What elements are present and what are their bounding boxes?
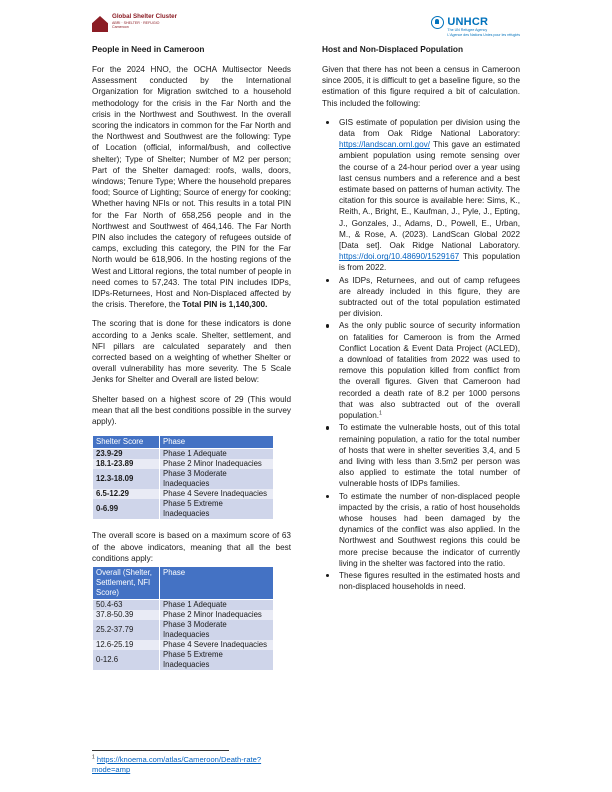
table-row — [93, 620, 274, 640]
phase-label: Phase 5 Extreme Inadequacies — [160, 499, 274, 519]
landscan-description: This gave an estimated ambient population using remote sensing over the course of a 24-hour period over a year using last census numbers and a reference and a best estimate based on patterns of human activity. The citation for this source is available here: Sims, K., Reith, A., Bright, E., Kaufman, J., Pyle, J., Epting, J., Gonzales, J., Adams, D., Powell, E., Urban, M., & Rose, A. (2023). LandScan Global 2022 [Data set]. Oak Ridge National Laboratory. — [339, 140, 520, 251]
landscan-year-note: This population is from 2022. — [339, 252, 520, 273]
global-shelter-cluster-logo — [92, 14, 177, 32]
host-population-intro: Given that there has not been a census in Cameroon since 2005, it is difficult to get a baseline figure, so the estimation of this figure required a bit of calculation. This included the following: — [322, 65, 520, 108]
list-item: To estimate the vulnerable hosts, out of this total remaining population, a ratio for the total number of hosts that were in shelter severities 3,4, and 5 and living with less than 3.5m2 per person was also applied to estimate the total number of vulnerable hosts of IDPs families. — [339, 423, 520, 489]
phase-label: Phase 1 Adequate — [160, 449, 274, 460]
shelter-score-intro: Shelter based on a highest score of 29 (This would mean that all the best conditions possible in the survey apply). — [92, 394, 291, 427]
list-item: As IDPs, Returnees, and out of camp refugees are already included in this figure, they are subtracted out of the total population estimated per division. — [339, 275, 520, 319]
footnote-number: 1 — [92, 754, 95, 761]
unhcr-logo — [431, 16, 520, 37]
phase-label: Phase 4 Severe Inadequacies — [160, 640, 274, 650]
phase-label: Phase 5 Extreme Inadequacies — [160, 650, 274, 670]
unhcr-wordmark: UNHCR — [447, 16, 489, 28]
house-icon — [92, 16, 108, 32]
page-header — [92, 14, 520, 42]
phase-label: Phase 1 Adequate — [160, 599, 274, 610]
table-row — [93, 610, 274, 620]
table-row — [93, 469, 274, 489]
left-column — [92, 44, 291, 681]
pin-methodology-text: For the 2024 HNO, the OCHA Multisector Needs Assessment conducted by the International Organization for Migration switched to a household methodology for the crisis in the Far North and the crisis in the Northwest and Southwest. In the overall scoring the indicators in common for the Far North and the Northwest and Southwest are the following: Type of Location (official, informal/bush, and collective shelter); Type of Shelter; Number of M2 per person; Part of the Shelter damaged: roofs, walls, doors, windows; Tenure Type; Where the household prepares food; Source of Lighting; Source of energy for cooking; Whether having NFIs or not. This results in a total PIN for the Far North of 658,256 people and in the Northwest and Southwest of 464,146. The Far North PIN also includes the category of refugees outside of camps, excluding this category, the PIN for the Far North would be 618,906. In the hosting regions of the West and Littoral regions, the total number of people in need comes to 57,243. The total PIN includes IDPs, IDPs-Returnees, Host and Non-Displaced affected by the crisis. Therefore, the — [92, 65, 291, 310]
table-row — [93, 640, 274, 650]
column-header-phase: Phase — [160, 436, 274, 449]
score-range: 18.1-23.89 — [93, 459, 160, 469]
phase-label: Phase 3 Moderate Inadequacies — [160, 469, 274, 489]
score-range: 0-12.6 — [93, 650, 160, 670]
list-item — [339, 320, 520, 421]
list-item — [339, 117, 520, 274]
section-heading-pin: People in Need in Cameroon — [92, 44, 205, 54]
unhcr-tagline-en: The UN Refugee Agency — [447, 28, 488, 32]
total-pin-statement: Total PIN is 1,140,300. — [182, 300, 268, 310]
jenks-scale-paragraph: The scoring that is done for these indicators is done according to a Jenks scale. Shelter, settlement, and NFI pillars are calculated separately and then corrected based on a weighting of whether Shelter or overall vulnerability has more severity. The 5 Scale Jenks for Shelter and Overall are listed below: — [92, 319, 291, 385]
pin-methodology-paragraph — [92, 64, 291, 310]
list-item: These figures resulted in the estimated hosts and non-displaced households in need. — [339, 570, 520, 592]
phase-label: Phase 3 Moderate Inadequacies — [160, 620, 274, 640]
table-header-row — [93, 566, 274, 599]
overall-score-table — [92, 566, 274, 670]
column-header-overall-score: Overall (Shelter, Settlement, NFI Score) — [93, 566, 160, 599]
table-row — [93, 499, 274, 519]
gsc-tagline: ABRI · SHELTER · REFUGIO — [112, 20, 160, 25]
score-range: 12.6-25.19 — [93, 640, 160, 650]
table-row — [93, 489, 274, 499]
list-item: To estimate the number of non-displaced people impacted by the crisis, a ratio of host households whose houses had been damaged by the dynamics of the conflict was also applied. In the Northwest and Southwest regions this could be more precise because the indicator of currently living in the shelter was factored into the ratio. — [339, 491, 520, 568]
table-row — [93, 650, 274, 670]
phase-label: Phase 2 Minor Inadequacies — [160, 459, 274, 469]
overall-score-intro: The overall score is based on a maximum score of 63 of the above indicators, meaning that all the best conditions apply: — [92, 531, 291, 563]
gsc-country: Cameroon — [112, 25, 129, 29]
footnote-reference[interactable]: 1 — [379, 410, 382, 417]
footnote — [92, 755, 282, 776]
footnote-separator — [92, 750, 229, 751]
unhcr-tagline-fr: L'Agence des Nations Unies pour les réfugiés — [447, 32, 520, 37]
column-header-phase: Phase — [160, 566, 274, 599]
score-range: 37.8-50.39 — [93, 610, 160, 620]
shelter-score-table — [92, 435, 274, 519]
unhcr-emblem-icon — [431, 16, 444, 29]
right-column — [322, 44, 520, 593]
score-range: 0-6.99 — [93, 499, 160, 519]
gsc-title: Global Shelter Cluster — [112, 13, 177, 20]
death-rate-source-link[interactable]: https://knoema.com/atlas/Cameroon/Death-rate?mode=amp — [92, 755, 262, 775]
section-heading-host-population: Host and Non-Displaced Population — [322, 44, 464, 54]
table-row — [93, 449, 274, 460]
score-range: 23.9-29 — [93, 449, 160, 460]
landscan-link[interactable]: https://landscan.ornl.gov/ — [339, 140, 431, 150]
table-row — [93, 459, 274, 469]
score-range: 6.5-12.29 — [93, 489, 160, 499]
table-row — [93, 599, 274, 610]
calculation-steps-list — [322, 117, 520, 593]
score-range: 12.3-18.09 — [93, 469, 160, 489]
phase-label: Phase 4 Severe Inadequacies — [160, 489, 274, 499]
acled-fatalities-text: As the only public source of security information on fatalities for Cameroon is from the Armed Conflict Location & Event Data Project (ACLED), a download of fatalities from 2022 was used to remove this population killed from conflict from the overall figures. Given that Cameroon had recorded a death rate of 8.2 per 1000 persons that was also subtracted out of the overall population. — [339, 321, 520, 421]
score-range: 50.4-63 — [93, 599, 160, 610]
score-range: 25.2-37.79 — [93, 620, 160, 640]
landscan-doi-link[interactable]: https://doi.org/10.48690/1529167 — [339, 252, 460, 262]
phase-label: Phase 2 Minor Inadequacies — [160, 610, 274, 620]
gis-estimate-text: GIS estimate of population per division using the data from Oak Ridge National Laboratory: — [339, 117, 520, 139]
column-header-shelter-score: Shelter Score — [93, 436, 160, 449]
table-header-row — [93, 436, 274, 449]
